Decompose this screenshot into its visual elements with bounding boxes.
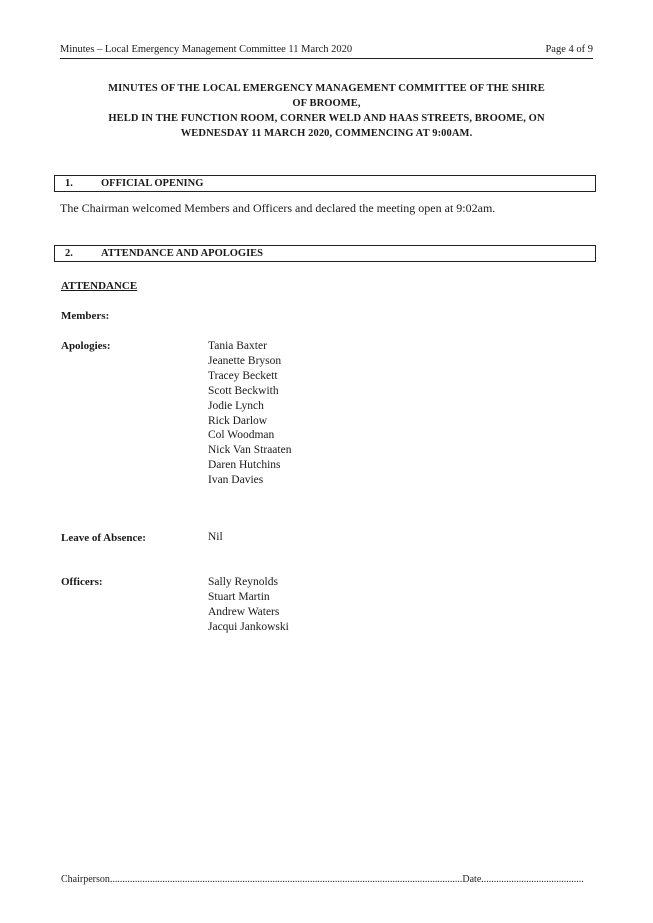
title-line-1: MINUTES OF THE LOCAL EMERGENCY MANAGEMENT COMMITTEE OF THE SHIRE <box>108 83 545 94</box>
header-title: Minutes – Local Emergency Management Committee 11 March 2020 <box>60 44 353 55</box>
list-item: Rick Darlow <box>208 414 268 427</box>
document-title <box>60 81 593 141</box>
members-label: Members: <box>61 310 110 322</box>
officers-list <box>208 575 289 635</box>
date-label: Date <box>462 874 482 885</box>
section-number: 2. <box>65 248 73 259</box>
list-item: Jeanette Bryson <box>208 354 282 367</box>
apologies-list <box>208 339 291 488</box>
chairperson-signature-line: ............................................................................................................................................. <box>109 874 463 885</box>
page-number: Page 4 of 9 <box>545 44 593 55</box>
list-item: Sally Reynolds <box>208 576 278 588</box>
list-item: Jacqui Jankowski <box>208 620 289 633</box>
list-item: Stuart Martin <box>208 590 270 603</box>
section-heading-attendance <box>54 245 596 262</box>
list-item: Ivan Davies <box>208 474 264 487</box>
list-item: Andrew Waters <box>208 605 280 618</box>
list-item: Scott Beckwith <box>208 384 279 397</box>
signature-footer <box>61 874 584 885</box>
list-item: Jodie Lynch <box>208 399 264 412</box>
list-item: Tracey Beckett <box>208 369 278 382</box>
apologies-label: Apologies: <box>61 340 111 352</box>
list-item: Tania Baxter <box>208 340 267 352</box>
list-item: Col Woodman <box>208 429 275 442</box>
list-item: Nick Van Straaten <box>208 444 292 457</box>
title-line-3: HELD IN THE FUNCTION ROOM, CORNER WELD AND HAAS STREETS, BROOME, ON <box>108 113 545 124</box>
list-item: Daren Hutchins <box>208 459 281 472</box>
date-signature-line: ......................................... <box>481 874 584 885</box>
attendance-heading: ATTENDANCE <box>61 280 138 292</box>
leave-of-absence-label: Leave of Absence: <box>61 532 146 544</box>
page-header <box>60 44 593 59</box>
officers-label: Officers: <box>61 576 103 588</box>
title-line-4: WEDNESDAY 11 MARCH 2020, COMMENCING AT 9:00AM. <box>180 128 473 139</box>
leave-of-absence-value: Nil <box>208 531 223 543</box>
chairperson-label: Chairperson <box>61 874 110 885</box>
opening-paragraph: The Chairman welcomed Members and Officers and declared the meeting open at 9:02am. <box>60 201 496 215</box>
section-title: ATTENDANCE AND APOLOGIES <box>101 248 264 259</box>
title-line-2: OF BROOME, <box>292 98 361 109</box>
section-title: OFFICIAL OPENING <box>101 178 204 189</box>
section-number: 1. <box>65 178 73 189</box>
section-heading-opening <box>54 175 596 192</box>
